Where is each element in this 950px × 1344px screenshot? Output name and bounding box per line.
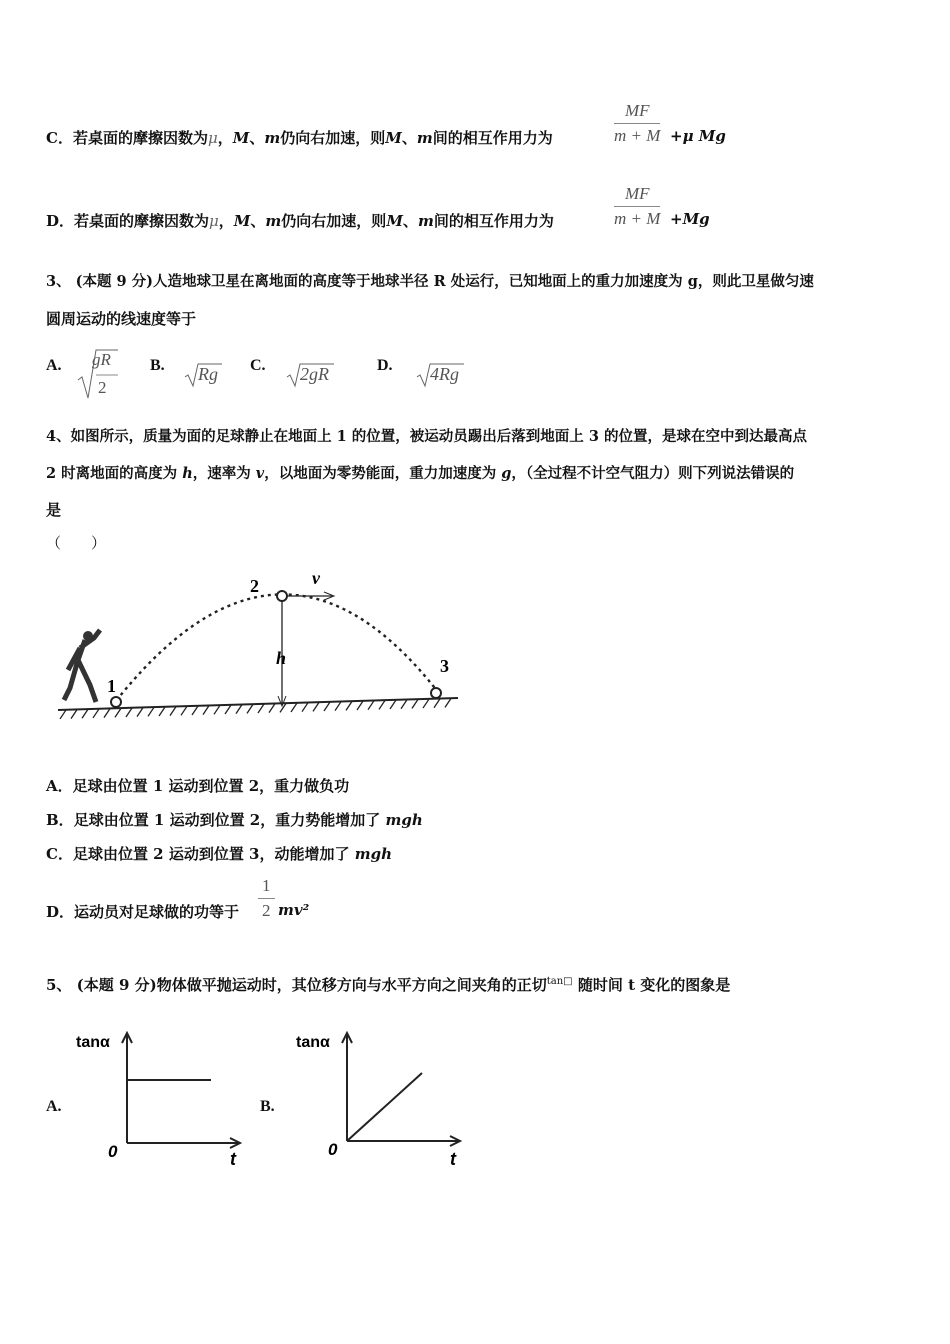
hatch-mark <box>236 705 242 714</box>
text: 足球由位置 1 运动到位置 2，重力做负功 <box>72 777 350 795</box>
player-figure <box>64 630 100 702</box>
q4-option-a <box>46 775 349 796</box>
var: m <box>264 129 281 147</box>
text: 若桌面的摩擦因数为 <box>74 212 210 230</box>
hatch-mark <box>214 705 220 714</box>
text: 、 <box>250 212 266 230</box>
origin-label: 0 <box>328 1140 338 1159</box>
formula: mgh <box>354 845 392 863</box>
denominator: 2 <box>262 901 271 920</box>
var: m <box>417 212 434 230</box>
text: ， <box>218 212 234 230</box>
hatch-mark <box>71 710 77 719</box>
q2-option-d <box>46 210 554 231</box>
hatch-mark <box>203 706 209 715</box>
option-label: D． <box>46 212 75 230</box>
label-h: h <box>276 648 287 668</box>
text: 间的相互作用力为 <box>432 129 553 147</box>
hatch-mark <box>368 701 374 710</box>
option-label: A． <box>46 777 73 795</box>
mu-symbol: μ <box>207 129 218 147</box>
hatch-mark <box>445 698 451 707</box>
text: 2 时离地面的高度为 <box>46 465 183 482</box>
x-label: t <box>230 1149 236 1169</box>
formula-tail: +μ Mg <box>670 127 726 145</box>
option-label: C. <box>250 357 266 374</box>
option-label: B. <box>150 357 165 374</box>
text: ， <box>217 129 233 147</box>
fraction <box>614 101 660 146</box>
graph-line-linear <box>347 1073 422 1141</box>
var: m <box>265 212 282 230</box>
hatch-mark <box>346 701 352 710</box>
text: ，以地面为零势能面，重力加速度为 <box>264 465 502 482</box>
ball-position-3 <box>431 688 441 698</box>
ball-position-2 <box>277 591 287 601</box>
tan-symbol: tan□ <box>546 976 573 987</box>
text: 仍向右加速，则 <box>280 129 386 147</box>
hatch-mark <box>148 707 154 716</box>
denominator: m + M <box>614 209 661 228</box>
text: 、 <box>401 129 417 147</box>
hatch-mark <box>390 700 396 709</box>
hatch-mark <box>291 703 297 712</box>
hatch-mark <box>258 704 264 713</box>
option-label: A. <box>46 357 62 374</box>
hatch-mark <box>313 702 319 711</box>
text: 仍向右加速，则 <box>281 212 387 230</box>
graph-a <box>70 1025 250 1170</box>
hatch-mark <box>170 707 176 716</box>
hatch-mark <box>379 700 385 709</box>
player-head <box>83 631 93 641</box>
formula: mv² <box>278 901 310 919</box>
text: 若桌面的摩擦因数为 <box>72 129 208 147</box>
q2-option-c <box>46 127 553 148</box>
var: M <box>385 129 402 147</box>
fraction-half <box>258 876 275 921</box>
hatch-mark <box>412 699 418 708</box>
x-label: t <box>450 1149 456 1169</box>
hatch-mark <box>269 704 275 713</box>
q4-option-c <box>46 843 392 864</box>
text: ，速率为 <box>192 465 256 482</box>
var: v <box>255 465 265 482</box>
hatch-mark <box>93 709 99 718</box>
text: 5、 (本题 9 分)物体做平抛运动时，其位移方向与水平方向之间夹角的正切 <box>46 976 547 994</box>
text: 间的相互作用力为 <box>433 212 554 230</box>
q5-stem <box>46 974 730 995</box>
denominator: m + M <box>614 126 661 145</box>
trajectory-path <box>112 594 438 706</box>
option-label: A. <box>46 1098 62 1115</box>
label-2: 2 <box>250 576 259 596</box>
axis-arrows <box>122 1033 240 1148</box>
hatch-mark <box>423 699 429 708</box>
formula-tail: +Mg <box>670 210 710 228</box>
origin-label: 0 <box>108 1142 118 1161</box>
hatch-mark <box>335 702 341 711</box>
q3-stem: 圆周运动的线速度等于 <box>46 310 197 328</box>
var: M <box>232 129 250 147</box>
hatch-mark <box>357 701 363 710</box>
q4-stem: 4、如图所示，质量为面的足球静止在地面上 1 的位置，被运动员踢出后落到地面上 3 的位置，是球在空中到达最高点 <box>46 428 807 445</box>
numerator: MF <box>614 184 660 207</box>
numerator: gR <box>92 350 111 369</box>
option-label: D． <box>46 903 75 921</box>
answer-parentheses: （ ） <box>46 534 107 552</box>
var: g <box>501 465 512 482</box>
numerator: MF <box>614 101 660 124</box>
text: 运动员对足球做的功等于 <box>74 903 240 921</box>
label-1: 1 <box>107 676 116 696</box>
text: 随时间 t 变化的图象是 <box>572 976 731 994</box>
denominator: 2 <box>98 378 107 397</box>
text: 、 <box>249 129 265 147</box>
var: m <box>416 129 433 147</box>
q4-option-b <box>46 809 423 830</box>
hatch-mark <box>82 709 88 718</box>
option-label: D. <box>377 357 393 374</box>
text: 足球由位置 2 运动到位置 3，动能增加了 <box>72 845 355 863</box>
hatch-mark <box>60 710 66 719</box>
label-3: 3 <box>440 656 449 676</box>
ball-position-1 <box>111 697 121 707</box>
hatch-mark <box>137 708 143 717</box>
text: ，（全过程不计空气阻力）则下列说法错误的 <box>511 465 795 482</box>
hatch-mark <box>401 700 407 709</box>
text: 、 <box>402 212 418 230</box>
option-label: C． <box>46 845 73 863</box>
hatch-mark <box>302 703 308 712</box>
q4-option-d <box>46 901 239 922</box>
q3-stem: 3、 (本题 9 分)人造地球卫星在离地面的高度等于地球半径 R 处运行，已知地面上的重力加速度为 g，则此卫星做匀速 <box>46 273 814 290</box>
mu-symbol: μ <box>209 212 219 230</box>
hatch-mark <box>324 702 330 711</box>
fraction <box>614 184 660 229</box>
hatch-mark <box>434 699 440 708</box>
hatch-mark <box>159 707 165 716</box>
trajectory-figure <box>50 560 470 730</box>
hatch-mark <box>225 705 231 714</box>
option-label: B． <box>46 811 74 829</box>
label-v: v <box>312 568 320 588</box>
formula: mgh <box>385 811 423 829</box>
var: M <box>386 212 403 230</box>
hatch-mark <box>104 709 110 718</box>
radicand: 4Rg <box>430 364 459 384</box>
graph-b <box>290 1025 470 1170</box>
text: 足球由位置 1 运动到位置 2，重力势能增加了 <box>73 811 386 829</box>
hatch-mark <box>126 708 132 717</box>
y-label: tanα <box>296 1034 330 1051</box>
hatch-mark <box>115 708 121 717</box>
hatch-mark <box>181 706 187 715</box>
radicand: Rg <box>198 364 218 384</box>
y-label: tanα <box>76 1034 110 1051</box>
q4-stem <box>46 462 794 483</box>
hatch-mark <box>192 706 198 715</box>
var: h <box>182 465 193 482</box>
option-label: C． <box>46 129 73 147</box>
var: M <box>233 212 251 230</box>
radicand: 2gR <box>300 364 329 384</box>
q4-stem: 是 <box>46 501 62 519</box>
option-label: B. <box>260 1098 275 1115</box>
numerator: 1 <box>258 876 275 899</box>
hatch-mark <box>247 704 253 713</box>
